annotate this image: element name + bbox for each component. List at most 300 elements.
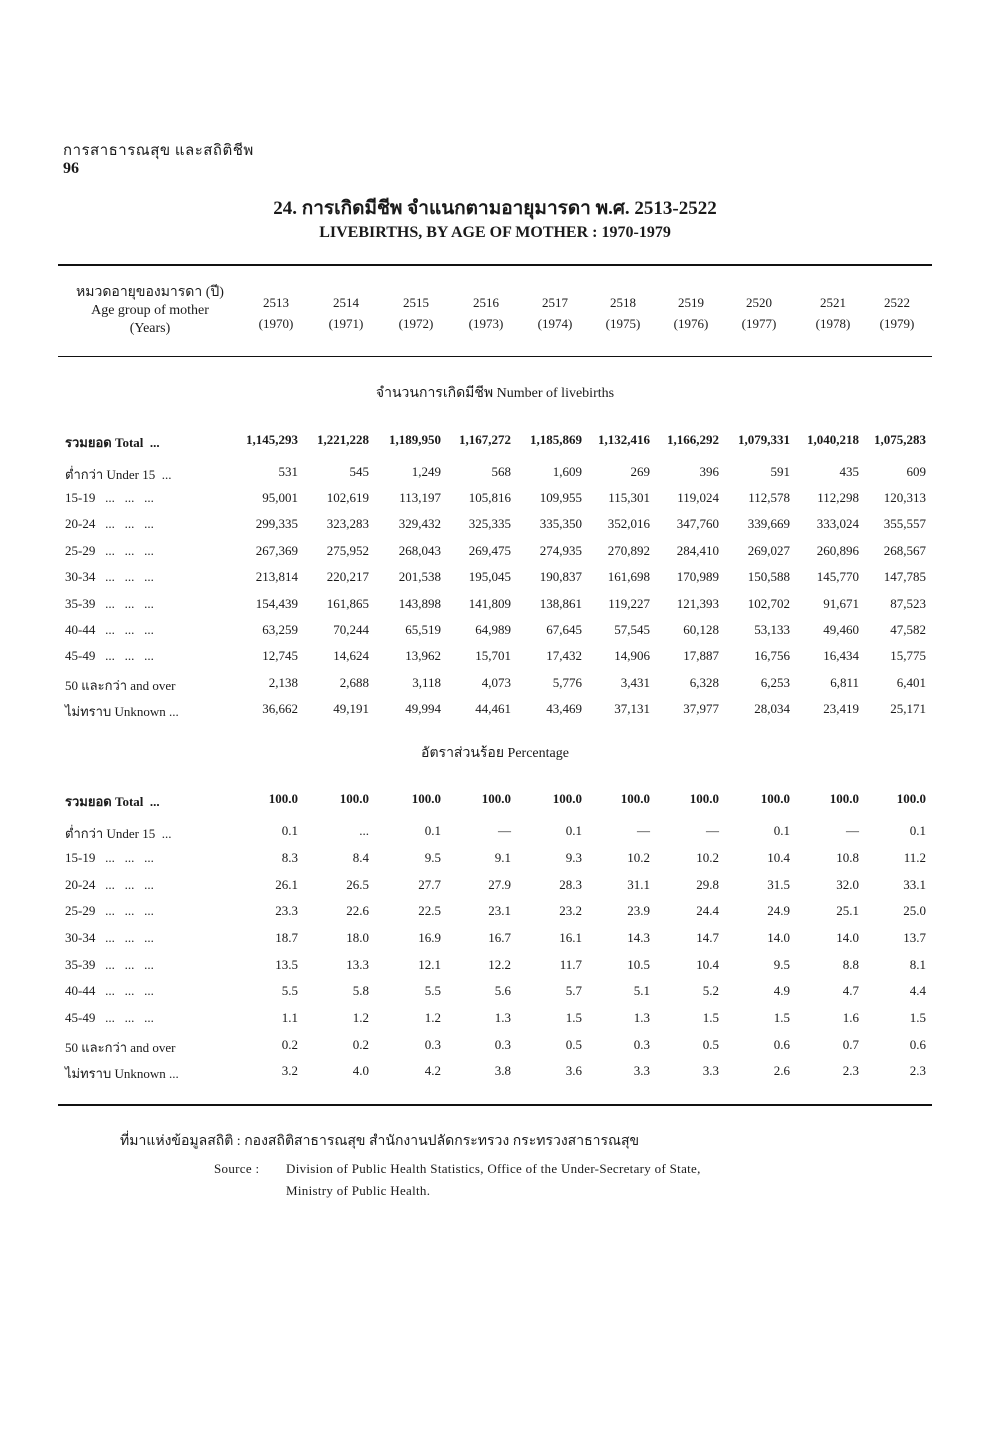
table-cell: 2.3 xyxy=(909,1063,926,1078)
stub-header-english: Age group of mother xyxy=(91,303,209,318)
table-row xyxy=(0,675,990,695)
table-cell: 10.2 xyxy=(696,850,719,865)
table-row xyxy=(0,569,990,589)
table-row xyxy=(0,432,990,452)
table-cell: 15,701 xyxy=(475,648,511,663)
year-header-2514 xyxy=(313,292,379,334)
table-cell: 100.0 xyxy=(760,791,790,806)
row-label: 20-24 ... ... ... xyxy=(65,877,154,892)
row-label: 15-19 ... ... ... xyxy=(65,490,154,505)
table-row xyxy=(0,701,990,721)
year-header-2520 xyxy=(726,292,792,334)
table-cell: 299,335 xyxy=(255,516,298,531)
table-cell: 0.1 xyxy=(281,823,298,838)
row-label: รวมยอด Total ... xyxy=(65,794,160,809)
source-label: Source : xyxy=(214,1161,260,1176)
year-header-2519 xyxy=(658,292,724,334)
year-header-2513 xyxy=(243,292,309,334)
row-label: 40-44 ... ... ... xyxy=(65,622,154,637)
table-cell: 44,461 xyxy=(475,701,511,716)
table-row xyxy=(0,490,990,510)
table-cell: 4,073 xyxy=(481,675,511,690)
table-cell: 65,519 xyxy=(405,622,441,637)
table-cell: 26.5 xyxy=(346,877,369,892)
table-row xyxy=(0,596,990,616)
table-cell: 5,776 xyxy=(552,675,582,690)
table-cell: 109,955 xyxy=(539,490,582,505)
table-cell: 333,024 xyxy=(816,516,859,531)
table-cell: 37,977 xyxy=(683,701,719,716)
table-cell: 5.1 xyxy=(633,983,650,998)
row-label: รวมยอด Total ... xyxy=(65,435,160,450)
table-cell: 396 xyxy=(699,464,719,479)
table-cell: 1,166,292 xyxy=(667,432,719,447)
table-cell: 284,410 xyxy=(676,543,719,558)
table-cell: 5.5 xyxy=(281,983,298,998)
table-cell: 16.1 xyxy=(559,930,582,945)
table-cell: ... xyxy=(359,823,369,838)
table-cell: 5.5 xyxy=(424,983,441,998)
table-cell: 591 xyxy=(770,464,790,479)
table-cell: 1.6 xyxy=(842,1010,859,1025)
table-cell: 5.6 xyxy=(494,983,511,998)
table-cell: 0.6 xyxy=(909,1037,926,1052)
row-label: 45-49 ... ... ... xyxy=(65,1010,154,1025)
year-header-2521 xyxy=(800,292,866,334)
table-cell: 347,760 xyxy=(676,516,719,531)
table-cell: 37,131 xyxy=(614,701,650,716)
year-ce: (1976) xyxy=(673,316,709,331)
table-cell: 1,609 xyxy=(552,464,582,479)
row-label: ไม่ทราบ Unknown ... xyxy=(65,1066,179,1081)
table-cell: 0.1 xyxy=(565,823,582,838)
table-cell: 213,814 xyxy=(255,569,298,584)
table-cell: 1.5 xyxy=(773,1010,790,1025)
stub-header-thai: หมวดอายุของมารดา (ปี) xyxy=(76,285,224,300)
table-cell: 275,952 xyxy=(326,543,369,558)
table-cell: 220,217 xyxy=(326,569,369,584)
table-cell: 95,001 xyxy=(262,490,298,505)
table-cell: 1.5 xyxy=(565,1010,582,1025)
table-cell: 11.7 xyxy=(559,957,582,972)
table-cell: 147,785 xyxy=(883,569,926,584)
table-cell: 9.5 xyxy=(424,850,441,865)
table-cell: 270,892 xyxy=(607,543,650,558)
row-label: 35-39 ... ... ... xyxy=(65,596,154,611)
table-cell: 10.8 xyxy=(836,850,859,865)
table-cell: 64,989 xyxy=(475,622,511,637)
table-cell: 0.3 xyxy=(424,1037,441,1052)
table-cell: 27.7 xyxy=(418,877,441,892)
table-cell: 1,145,293 xyxy=(246,432,298,447)
table-cell: 100.0 xyxy=(268,791,298,806)
year-be: 2521 xyxy=(820,295,846,310)
year-ce: (1979) xyxy=(879,316,915,331)
table-cell: 1.2 xyxy=(352,1010,369,1025)
table-cell: 1.1 xyxy=(281,1010,298,1025)
table-cell: 8.3 xyxy=(281,850,298,865)
table-cell: 1,075,283 xyxy=(874,432,926,447)
table-cell: 22.5 xyxy=(418,903,441,918)
table-cell: 17,887 xyxy=(683,648,719,663)
table-cell: 5.7 xyxy=(565,983,582,998)
table-cell: 17,432 xyxy=(546,648,582,663)
table-title-english: LIVEBIRTHS, BY AGE OF MOTHER : 1970-1979 xyxy=(319,224,671,241)
table-cell: 6,811 xyxy=(830,675,859,690)
table-cell: 609 xyxy=(906,464,926,479)
table-cell: — xyxy=(498,823,511,838)
year-header-2515 xyxy=(383,292,449,334)
table-cell: 18.0 xyxy=(346,930,369,945)
year-ce: (1974) xyxy=(537,316,573,331)
table-cell: 10.4 xyxy=(767,850,790,865)
table-cell: 5.2 xyxy=(702,983,719,998)
table-cell: 195,045 xyxy=(468,569,511,584)
table-cell: 0.3 xyxy=(633,1037,650,1052)
table-cell: 0.6 xyxy=(773,1037,790,1052)
table-cell: 2,138 xyxy=(268,675,298,690)
page-number: 96 xyxy=(63,160,79,177)
table-cell: 1,040,218 xyxy=(807,432,859,447)
table-row xyxy=(0,1010,990,1030)
table-cell: 26.1 xyxy=(275,877,298,892)
table-cell: 12.2 xyxy=(488,957,511,972)
source-line-1: Division of Public Health Statistics, Office of the Under-Secretary of State, xyxy=(286,1161,701,1176)
table-cell: 3.8 xyxy=(494,1063,511,1078)
top-rule xyxy=(58,264,932,266)
table-cell: 49,460 xyxy=(823,622,859,637)
table-cell: 260,896 xyxy=(816,543,859,558)
table-cell: 161,865 xyxy=(326,596,369,611)
table-row xyxy=(0,850,990,870)
table-cell: 145,770 xyxy=(816,569,859,584)
table-row xyxy=(0,791,990,811)
table-cell: 87,523 xyxy=(890,596,926,611)
table-cell: 5.8 xyxy=(352,983,369,998)
year-ce: (1971) xyxy=(328,316,364,331)
table-cell: 100.0 xyxy=(411,791,441,806)
table-cell: 119,024 xyxy=(677,490,719,505)
table-cell: 9.5 xyxy=(773,957,790,972)
table-cell: 14.0 xyxy=(836,930,859,945)
table-cell: 0.5 xyxy=(565,1037,582,1052)
table-row xyxy=(0,622,990,642)
year-be: 2513 xyxy=(263,295,289,310)
table-cell: 1,079,331 xyxy=(738,432,790,447)
table-cell: 1,249 xyxy=(411,464,441,479)
table-cell: 13.5 xyxy=(275,957,298,972)
table-cell: 23.2 xyxy=(559,903,582,918)
table-cell: 267,369 xyxy=(255,543,298,558)
table-cell: 100.0 xyxy=(620,791,650,806)
table-row xyxy=(0,957,990,977)
table-cell: 23.9 xyxy=(627,903,650,918)
table-cell: 43,469 xyxy=(546,701,582,716)
header-rule xyxy=(58,356,932,357)
table-cell: 91,671 xyxy=(823,596,859,611)
table-cell: 9.3 xyxy=(565,850,582,865)
table-cell: 1.3 xyxy=(494,1010,511,1025)
table-cell: 355,557 xyxy=(883,516,926,531)
bottom-rule xyxy=(58,1104,932,1106)
table-cell: 57,545 xyxy=(614,622,650,637)
table-cell: 23.1 xyxy=(488,903,511,918)
table-cell: 13,962 xyxy=(405,648,441,663)
table-cell: 32.0 xyxy=(836,877,859,892)
section-title: อัตราส่วนร้อย Percentage xyxy=(421,746,569,761)
table-cell: 4.0 xyxy=(352,1063,369,1078)
running-head: การสาธารณสุข และสถิติชีพ xyxy=(63,143,254,159)
table-row xyxy=(0,823,990,843)
table-cell: 120,313 xyxy=(883,490,926,505)
table-cell: 161,698 xyxy=(607,569,650,584)
year-header-2522 xyxy=(864,292,930,334)
section-title: จำนวนการเกิดมีชีพ Number of livebirths xyxy=(375,386,615,401)
table-cell: 143,898 xyxy=(398,596,441,611)
table-cell: 49,994 xyxy=(405,701,441,716)
table-cell: 53,133 xyxy=(754,622,790,637)
table-cell: 269 xyxy=(630,464,650,479)
table-cell: 12.1 xyxy=(418,957,441,972)
table-cell: 16,434 xyxy=(823,648,859,663)
stub-header xyxy=(60,284,240,338)
table-cell: 4.9 xyxy=(773,983,790,998)
table-cell: 10.5 xyxy=(627,957,650,972)
table-cell: 0.1 xyxy=(909,823,926,838)
table-cell: 8.8 xyxy=(842,957,859,972)
table-cell: 2.3 xyxy=(842,1063,859,1078)
table-cell: 105,816 xyxy=(468,490,511,505)
table-cell: 31.5 xyxy=(767,877,790,892)
table-cell: 150,588 xyxy=(747,569,790,584)
year-be: 2514 xyxy=(333,295,359,310)
table-cell: 100.0 xyxy=(829,791,859,806)
table-cell: 325,335 xyxy=(468,516,511,531)
row-label: ไม่ทราบ Unknown ... xyxy=(65,704,179,719)
table-cell: 31.1 xyxy=(627,877,650,892)
year-be: 2522 xyxy=(884,295,910,310)
table-row xyxy=(0,903,990,923)
year-ce: (1978) xyxy=(815,316,851,331)
table-cell: 60,128 xyxy=(683,622,719,637)
table-cell: 100.0 xyxy=(481,791,511,806)
table-cell: 1,132,416 xyxy=(598,432,650,447)
table-cell: 531 xyxy=(278,464,298,479)
table-cell: 138,861 xyxy=(539,596,582,611)
table-cell: 435 xyxy=(839,464,859,479)
table-cell: 9.1 xyxy=(494,850,511,865)
row-label: ต่ำกว่า Under 15 ... xyxy=(65,826,172,841)
table-cell: 115,301 xyxy=(608,490,650,505)
table-cell: 29.8 xyxy=(696,877,719,892)
table-cell: 36,662 xyxy=(262,701,298,716)
table-cell: 339,669 xyxy=(747,516,790,531)
table-cell: 24.9 xyxy=(767,903,790,918)
table-cell: 3,118 xyxy=(412,675,441,690)
table-cell: 1,221,228 xyxy=(317,432,369,447)
table-row xyxy=(0,930,990,950)
year-ce: (1977) xyxy=(741,316,777,331)
table-cell: 154,439 xyxy=(255,596,298,611)
row-label: 25-29 ... ... ... xyxy=(65,903,154,918)
stub-header-unit: (Years) xyxy=(129,321,171,336)
row-label: 45-49 ... ... ... xyxy=(65,648,154,663)
table-cell: 14.0 xyxy=(767,930,790,945)
table-cell: 170,989 xyxy=(676,569,719,584)
row-label: 50 และกว่า and over xyxy=(65,1040,176,1055)
year-be: 2520 xyxy=(746,295,772,310)
table-cell: 1.3 xyxy=(633,1010,650,1025)
table-cell: 24.4 xyxy=(696,903,719,918)
table-cell: 10.2 xyxy=(627,850,650,865)
year-header-2517 xyxy=(522,292,588,334)
table-cell: 100.0 xyxy=(896,791,926,806)
row-label: 35-39 ... ... ... xyxy=(65,957,154,972)
table-cell: 3.2 xyxy=(281,1063,298,1078)
table-cell: 269,475 xyxy=(468,543,511,558)
row-label: 25-29 ... ... ... xyxy=(65,543,154,558)
table-cell: 4.2 xyxy=(424,1063,441,1078)
row-label: 20-24 ... ... ... xyxy=(65,516,154,531)
table-row xyxy=(0,464,990,484)
table-cell: 1.5 xyxy=(702,1010,719,1025)
table-cell: 14.7 xyxy=(696,930,719,945)
table-cell: 0.2 xyxy=(281,1037,298,1052)
table-cell: 3.6 xyxy=(565,1063,582,1078)
table-cell: 12,745 xyxy=(262,648,298,663)
table-cell: 4.4 xyxy=(909,983,926,998)
table-cell: 269,027 xyxy=(747,543,790,558)
table-cell: 33.1 xyxy=(903,877,926,892)
table-cell: 274,935 xyxy=(539,543,582,558)
table-cell: — xyxy=(706,823,719,838)
table-cell: 70,244 xyxy=(333,622,369,637)
table-cell: 100.0 xyxy=(689,791,719,806)
table-cell: 352,016 xyxy=(607,516,650,531)
table-cell: 1,167,272 xyxy=(459,432,511,447)
table-cell: 14.3 xyxy=(627,930,650,945)
table-cell: 25.0 xyxy=(903,903,926,918)
table-cell: 49,191 xyxy=(333,701,369,716)
table-cell: 190,837 xyxy=(539,569,582,584)
table-cell: 6,328 xyxy=(689,675,719,690)
table-cell: 268,567 xyxy=(883,543,926,558)
source-line-2: Ministry of Public Health. xyxy=(286,1183,431,1198)
source-thai: ที่มาแห่งข้อมูลสถิติ : กองสถิติสาธารณสุข สำนักงานปลัดกระทรวง กระทรวงสาธารณสุข xyxy=(120,1134,640,1149)
table-cell: 27.9 xyxy=(488,877,511,892)
table-cell: 0.7 xyxy=(842,1037,859,1052)
table-cell: 3,431 xyxy=(620,675,650,690)
table-cell: 11.2 xyxy=(903,850,926,865)
table-cell: 545 xyxy=(349,464,369,479)
table-cell: 1,185,869 xyxy=(530,432,582,447)
table-row xyxy=(0,516,990,536)
table-cell: 23,419 xyxy=(823,701,859,716)
table-cell: 335,350 xyxy=(539,516,582,531)
table-cell: 28.3 xyxy=(559,877,582,892)
table-cell: 568 xyxy=(491,464,511,479)
row-label: 15-19 ... ... ... xyxy=(65,850,154,865)
table-title-thai: 24. การเกิดมีชีพ จำแนกตามอายุมารดา พ.ศ. 2513-2522 xyxy=(273,198,717,219)
table-cell: 16.9 xyxy=(418,930,441,945)
year-be: 2516 xyxy=(473,295,499,310)
row-label: 40-44 ... ... ... xyxy=(65,983,154,998)
table-cell: 16.7 xyxy=(488,930,511,945)
row-label: 50 และกว่า and over xyxy=(65,678,176,693)
table-cell: 329,432 xyxy=(398,516,441,531)
table-cell: 2,688 xyxy=(339,675,369,690)
table-cell: 14,624 xyxy=(333,648,369,663)
year-header-2518 xyxy=(590,292,656,334)
table-cell: 0.3 xyxy=(494,1037,511,1052)
year-header-2516 xyxy=(453,292,519,334)
row-label: ต่ำกว่า Under 15 ... xyxy=(65,467,172,482)
table-cell: 0.2 xyxy=(352,1037,369,1052)
table-cell: 8.4 xyxy=(352,850,369,865)
table-cell: 4.7 xyxy=(842,983,859,998)
table-cell: 3.3 xyxy=(633,1063,650,1078)
table-cell: 113,197 xyxy=(399,490,441,505)
year-be: 2518 xyxy=(610,295,636,310)
year-be: 2515 xyxy=(403,295,429,310)
table-cell: 112,298 xyxy=(817,490,859,505)
table-cell: 201,538 xyxy=(398,569,441,584)
table-cell: 47,582 xyxy=(890,622,926,637)
table-cell: 102,619 xyxy=(326,490,369,505)
table-cell: 18.7 xyxy=(275,930,298,945)
table-row xyxy=(0,877,990,897)
table-cell: 268,043 xyxy=(398,543,441,558)
table-cell: 141,809 xyxy=(468,596,511,611)
table-cell: 6,253 xyxy=(760,675,790,690)
row-label: 30-34 ... ... ... xyxy=(65,930,154,945)
table-cell: 25.1 xyxy=(836,903,859,918)
table-cell: 10.4 xyxy=(696,957,719,972)
year-ce: (1970) xyxy=(258,316,294,331)
table-cell: 323,283 xyxy=(326,516,369,531)
table-cell: 13.7 xyxy=(903,930,926,945)
table-row xyxy=(0,543,990,563)
table-row xyxy=(0,983,990,1003)
table-cell: 0.5 xyxy=(702,1037,719,1052)
year-be: 2517 xyxy=(542,295,568,310)
table-cell: 1.2 xyxy=(424,1010,441,1025)
table-cell: 3.3 xyxy=(702,1063,719,1078)
table-cell: 22.6 xyxy=(346,903,369,918)
table-cell: 63,259 xyxy=(262,622,298,637)
year-ce: (1973) xyxy=(468,316,504,331)
table-cell: 16,756 xyxy=(754,648,790,663)
table-cell: 112,578 xyxy=(748,490,790,505)
table-cell: 23.3 xyxy=(275,903,298,918)
table-cell: 0.1 xyxy=(424,823,441,838)
year-ce: (1972) xyxy=(398,316,434,331)
table-cell: 6,401 xyxy=(896,675,926,690)
source-english xyxy=(214,1158,701,1202)
row-label: 30-34 ... ... ... xyxy=(65,569,154,584)
table-cell: — xyxy=(846,823,859,838)
table-cell: 25,171 xyxy=(890,701,926,716)
year-be: 2519 xyxy=(678,295,704,310)
table-cell: 102,702 xyxy=(747,596,790,611)
table-cell: 15,775 xyxy=(890,648,926,663)
table-cell: 100.0 xyxy=(552,791,582,806)
table-cell: 100.0 xyxy=(339,791,369,806)
table-cell: 8.1 xyxy=(909,957,926,972)
table-row xyxy=(0,1063,990,1083)
table-cell: 13.3 xyxy=(346,957,369,972)
table-row xyxy=(0,648,990,668)
